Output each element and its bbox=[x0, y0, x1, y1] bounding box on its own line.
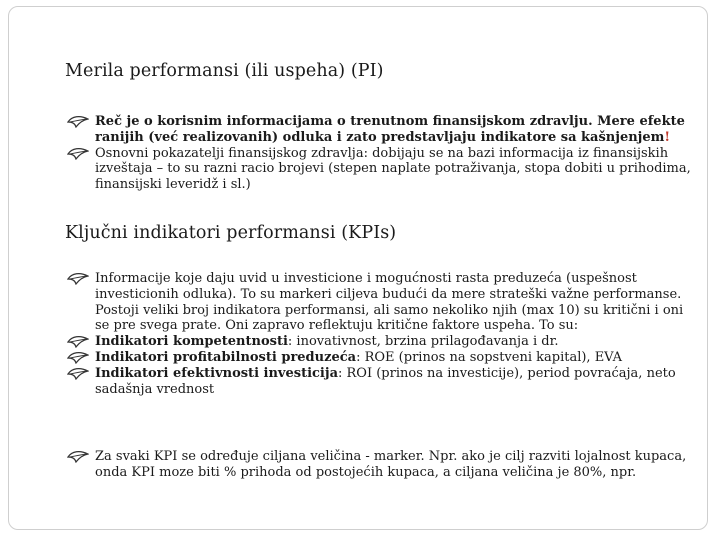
item-label: Indikatori efektivnosti investicija bbox=[95, 365, 338, 381]
leaf-bullet-icon bbox=[67, 335, 89, 348]
leaf-bullet-icon bbox=[67, 450, 89, 463]
note-list bbox=[67, 449, 695, 481]
section1-list bbox=[67, 114, 695, 193]
list-item bbox=[67, 146, 695, 193]
leaf-bullet-icon bbox=[67, 367, 89, 380]
item-label: Indikatori kompetentnosti bbox=[95, 334, 288, 350]
list-item bbox=[67, 350, 695, 366]
list-item bbox=[67, 449, 695, 481]
leaf-bullet-icon bbox=[67, 147, 89, 160]
item-text: Informacije koje daju uvid u investicione i mogućnosti rasta preduzeća (uspešnost investicionih odluka). To su markeri ciljeva budući da mere strateški važne performanse. Postoji veliki broj indikatora performansi, ali samo nekoliko njih (max 10) su kritični i oni se pre svega prate. Oni zapravo reflektuju kritične faktore uspeha. To su: bbox=[95, 271, 684, 334]
item-text: : ROI (prinos na investicije), period povraćaja, neto sadašnja vrednost bbox=[95, 365, 676, 397]
leaf-bullet-icon bbox=[67, 115, 89, 128]
item-label: Indikatori profitabilnosti preduzeća bbox=[95, 349, 357, 365]
list-item bbox=[67, 334, 695, 350]
list-item bbox=[67, 366, 695, 398]
leaf-bullet-icon bbox=[67, 351, 89, 364]
item-text: Osnovni pokazatelji finansijskog zdravlja: dobijaju se na bazi informacija iz finansijskih izveštaja – to su razni racio brojevi (stepen naplate potraživanja, stopa dobiti u prihodima, finansijski leveridž i sl.) bbox=[95, 145, 691, 193]
item-text: : inovativnost, brzina prilagođavanja i dr. bbox=[287, 334, 559, 350]
section1-title: Merila performansi (ili uspeha) (PI) bbox=[65, 61, 384, 81]
section2-list bbox=[67, 271, 695, 397]
item-text: Reč je o korisnim informacijama o trenutnom finansijskom zdravlju. Mere efekte ranijih (već realizovanih) odluka i zato predstavljaju indikatore sa kašnjenjem bbox=[95, 114, 685, 145]
leaf-bullet-icon bbox=[67, 272, 89, 285]
slide bbox=[8, 6, 708, 530]
section2-title: Ključni indikatori performansi (KPIs) bbox=[65, 223, 397, 243]
note-text: Za svaki KPI se određuje ciljana veličina - marker. Npr. ako je cilj razviti lojalnost kupaca, onda KPI moze biti % prihoda od postojećih kupaca, a ciljana veličina je 80%, npr. bbox=[95, 449, 687, 480]
list-item bbox=[67, 271, 695, 334]
exclamation-mark: ! bbox=[664, 129, 671, 145]
item-text: : ROE (prinos na sopstveni kapital), EVA bbox=[356, 349, 623, 365]
list-item bbox=[67, 114, 695, 146]
